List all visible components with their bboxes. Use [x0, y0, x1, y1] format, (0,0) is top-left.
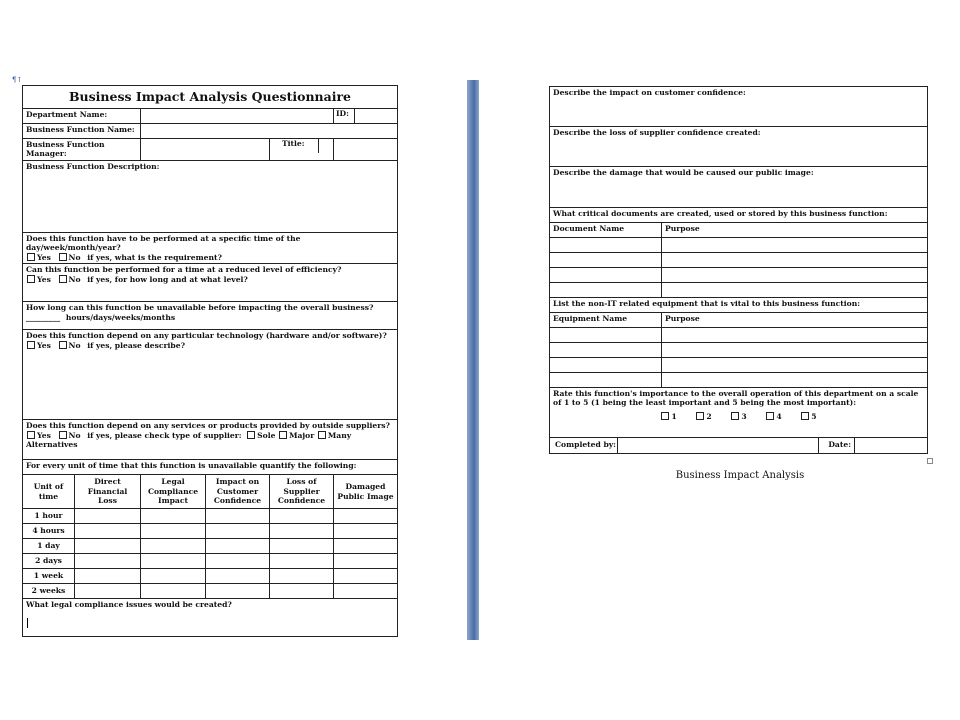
impact-cell[interactable]	[75, 509, 141, 524]
table-row	[23, 584, 398, 599]
form-title: Business Impact Analysis Questionnaire	[23, 86, 398, 109]
equipment-purpose-cell[interactable]	[662, 328, 928, 343]
impact-cell[interactable]	[270, 569, 334, 584]
impact-cell[interactable]	[270, 584, 334, 599]
rating-4-checkbox[interactable]	[766, 412, 774, 420]
impact-cell[interactable]	[270, 554, 334, 569]
supplier-confidence-field[interactable]	[550, 127, 928, 167]
table-row	[550, 283, 928, 298]
impact-cell[interactable]	[334, 584, 398, 599]
impact-cell[interactable]	[334, 524, 398, 539]
impact-row-label: 1 day	[23, 539, 75, 554]
equipment-purpose-cell[interactable]	[662, 343, 928, 358]
customer-confidence-field[interactable]	[550, 87, 928, 127]
document-purpose-header: Purpose	[662, 223, 928, 238]
document-purpose-cell[interactable]	[662, 238, 928, 253]
table-row	[23, 554, 398, 569]
impact-cell[interactable]	[206, 554, 270, 569]
suppliers-no-checkbox[interactable]	[59, 431, 67, 439]
impact-header-financial: Direct Financial Loss	[75, 475, 141, 509]
impact-cell[interactable]	[75, 539, 141, 554]
date-label: Date:	[819, 438, 855, 453]
equipment-name-cell[interactable]	[550, 343, 662, 358]
id-label: ID:	[334, 109, 355, 123]
specific-time-question	[23, 232, 398, 263]
impact-row-label: 2 days	[23, 554, 75, 569]
table-row	[23, 539, 398, 554]
business-function-description-field[interactable]	[23, 160, 398, 232]
equipment-purpose-cell[interactable]	[662, 373, 928, 388]
rating-2-checkbox[interactable]	[696, 412, 704, 420]
title-field-extra[interactable]	[334, 138, 398, 160]
impact-cell[interactable]	[334, 539, 398, 554]
impact-row-label: 1 week	[23, 569, 75, 584]
specific-time-no-checkbox[interactable]	[59, 253, 67, 261]
unavailable-blank[interactable]: _________	[26, 312, 61, 322]
id-field[interactable]	[355, 109, 397, 123]
rating-5-label: 5	[811, 411, 817, 421]
documents-question: What critical documents are created, used or stored by this business function:	[550, 208, 928, 223]
yes-label: Yes	[37, 274, 51, 284]
impact-cell[interactable]	[334, 554, 398, 569]
equipment-name-header: Equipment Name	[550, 313, 662, 328]
supplier-sole-label: Sole	[257, 430, 276, 440]
page-divider	[467, 80, 479, 640]
suppliers-follow-up: if yes, please check type of supplier:	[87, 430, 242, 440]
technology-follow-up: if yes, please describe?	[87, 340, 186, 350]
table-row	[550, 328, 928, 343]
table-resize-handle[interactable]	[927, 458, 933, 464]
paragraph-mark-icon: ¶↑	[12, 76, 23, 84]
specific-time-yes-checkbox[interactable]	[27, 253, 35, 261]
document-name-cell[interactable]	[550, 268, 662, 283]
supplier-confidence-label: Describe the loss of supplier confidence created:	[553, 128, 761, 137]
impact-cell[interactable]	[206, 539, 270, 554]
equipment-name-cell[interactable]	[550, 328, 662, 343]
public-image-field[interactable]	[550, 167, 928, 208]
business-function-manager-label: Business Function Manager:	[23, 138, 141, 160]
impact-cell[interactable]	[75, 554, 141, 569]
impact-cell[interactable]	[75, 524, 141, 539]
yes-label: Yes	[37, 430, 51, 440]
table-row	[23, 509, 398, 524]
date-field[interactable]	[855, 438, 927, 453]
id-cell	[334, 108, 398, 123]
quantify-heading: For every unit of time that this function is unavailable quantify the following:	[23, 460, 398, 475]
impact-cell[interactable]	[206, 524, 270, 539]
impact-header-public-image: Damaged Public Image	[334, 475, 398, 509]
impact-row-label: 1 hour	[23, 509, 75, 524]
rating-text: Rate this function's importance to the overall operation of this department on a scale of 1 to 5 (1 being the least important and 5 being the most important):	[553, 389, 919, 408]
impact-header-supplier: Loss of Supplier Confidence	[270, 475, 334, 509]
suppliers-yes-checkbox[interactable]	[27, 431, 35, 439]
supplier-major-label: Major	[289, 430, 315, 440]
yes-label: Yes	[37, 340, 51, 350]
specific-time-follow-up: if yes, what is the requirement?	[87, 252, 222, 262]
technology-question	[23, 330, 398, 420]
left-questionnaire-table	[22, 85, 398, 637]
impact-cell[interactable]	[334, 509, 398, 524]
completed-by-label: Completed by:	[550, 438, 618, 453]
public-image-label: Describe the damage that would be caused our public image:	[553, 168, 814, 177]
impact-header-legal: Legal Compliance Impact	[141, 475, 206, 509]
document-purpose-cell[interactable]	[662, 283, 928, 298]
table-row	[550, 253, 928, 268]
impact-cell[interactable]	[75, 569, 141, 584]
rating-question	[550, 388, 928, 438]
supplier-sole-checkbox[interactable]	[247, 431, 255, 439]
impact-cell[interactable]	[141, 509, 206, 524]
suppliers-text: Does this function depend on any services or products provided by outside suppliers?	[26, 421, 390, 431]
table-row	[23, 524, 398, 539]
no-label: No	[68, 430, 81, 440]
unavailable-question	[23, 302, 398, 330]
completion-row	[550, 438, 928, 454]
impact-header-unit: Unit of time	[23, 475, 75, 509]
impact-cell[interactable]	[141, 524, 206, 539]
impact-cell[interactable]	[334, 569, 398, 584]
unavailable-units: hours/days/weeks/months	[65, 312, 176, 322]
rating-4-label: 4	[776, 411, 782, 421]
impact-cell[interactable]	[75, 584, 141, 599]
page-footer-caption: Business Impact Analysis	[675, 470, 805, 481]
equipment-name-cell[interactable]	[550, 358, 662, 373]
impact-cell[interactable]	[206, 584, 270, 599]
supplier-many-label: Many Alternatives	[26, 430, 352, 450]
reduced-efficiency-follow-up: if yes, for how long and at what level?	[87, 274, 248, 284]
supplier-major-checkbox[interactable]	[279, 431, 287, 439]
rating-3-label: 3	[741, 411, 747, 421]
business-function-manager-field[interactable]	[141, 138, 270, 160]
title-cell	[270, 138, 334, 160]
business-function-description-label: Business Function Description:	[26, 161, 160, 171]
impact-header-customer: Impact on Customer Confidence	[206, 475, 270, 509]
reduced-efficiency-question	[23, 264, 398, 302]
business-function-name-label: Business Function Name:	[23, 123, 141, 138]
impact-row-label: 4 hours	[23, 524, 75, 539]
right-questionnaire-table	[549, 86, 928, 454]
rating-options	[553, 408, 924, 422]
title-field[interactable]	[319, 139, 333, 153]
table-row	[550, 238, 928, 253]
rating-1-label: 1	[671, 411, 677, 421]
document-name-header: Document Name	[550, 223, 662, 238]
impact-row-label: 2 weeks	[23, 584, 75, 599]
reduced-efficiency-text: Can this function be performed for a time at a reduced level of efficiency?	[26, 265, 342, 275]
text-cursor	[27, 618, 28, 628]
impact-cell[interactable]	[141, 584, 206, 599]
unavailable-text: How long can this function be unavailable before impacting the overall business?	[26, 303, 374, 313]
table-row	[23, 569, 398, 584]
no-label: No	[68, 340, 81, 350]
equipment-name-cell[interactable]	[550, 373, 662, 388]
rating-5-checkbox[interactable]	[801, 412, 809, 420]
document-name-cell[interactable]	[550, 283, 662, 298]
document-name-cell[interactable]	[550, 253, 662, 268]
document-purpose-cell[interactable]	[662, 268, 928, 283]
document-name-cell[interactable]	[550, 238, 662, 253]
equipment-purpose-cell[interactable]	[662, 358, 928, 373]
business-function-name-field[interactable]	[141, 123, 398, 138]
reduced-efficiency-yes-checkbox[interactable]	[27, 275, 35, 283]
impact-cell[interactable]	[270, 539, 334, 554]
no-label: No	[68, 274, 81, 284]
table-row	[550, 343, 928, 358]
table-row	[550, 373, 928, 388]
rating-2-label: 2	[706, 411, 712, 421]
technology-no-checkbox[interactable]	[59, 341, 67, 349]
title-label: Title:	[270, 139, 319, 153]
rating-1-checkbox[interactable]	[661, 412, 669, 420]
yes-label: Yes	[37, 252, 51, 262]
technology-text: Does this function depend on any particular technology (hardware and/or software)?	[26, 331, 387, 341]
table-row	[550, 268, 928, 283]
impact-cell[interactable]	[141, 539, 206, 554]
legal-compliance-text: What legal compliance issues would be created?	[26, 600, 232, 610]
impact-cell[interactable]	[270, 509, 334, 524]
legal-compliance-question[interactable]	[23, 599, 398, 637]
department-name-label: Department Name:	[23, 108, 141, 123]
department-name-field[interactable]	[141, 108, 334, 123]
completed-by-field[interactable]	[618, 438, 819, 453]
impact-cell[interactable]	[206, 569, 270, 584]
customer-confidence-label: Describe the impact on customer confidence:	[553, 88, 746, 97]
impact-cell[interactable]	[141, 569, 206, 584]
reduced-efficiency-no-checkbox[interactable]	[59, 275, 67, 283]
rating-3-checkbox[interactable]	[731, 412, 739, 420]
specific-time-text: Does this function have to be performed at a specific time of the day/week/month/year?	[26, 233, 301, 253]
suppliers-question	[23, 420, 398, 460]
table-row	[550, 358, 928, 373]
impact-cell[interactable]	[270, 524, 334, 539]
technology-yes-checkbox[interactable]	[27, 341, 35, 349]
equipment-question: List the non-IT related equipment that is vital to this business function:	[550, 298, 928, 313]
impact-cell[interactable]	[141, 554, 206, 569]
equipment-purpose-header: Purpose	[662, 313, 928, 328]
document-purpose-cell[interactable]	[662, 253, 928, 268]
impact-cell[interactable]	[206, 509, 270, 524]
supplier-many-checkbox[interactable]	[318, 431, 326, 439]
no-label: No	[68, 252, 81, 262]
